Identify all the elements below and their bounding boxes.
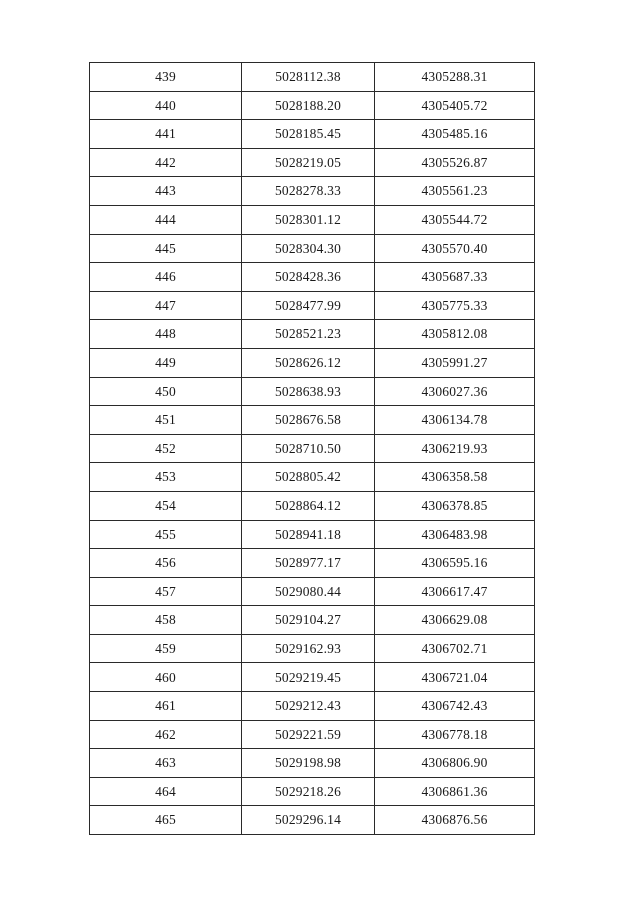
y-coordinate: 4306358.58 (375, 463, 535, 492)
y-coordinate: 4306742.43 (375, 692, 535, 721)
point-number: 452 (90, 434, 242, 463)
y-coordinate: 4305570.40 (375, 234, 535, 263)
table-row (90, 520, 535, 549)
table-row (90, 205, 535, 234)
table-row (90, 777, 535, 806)
point-number: 459 (90, 634, 242, 663)
y-coordinate: 4306378.85 (375, 491, 535, 520)
table-row (90, 91, 535, 120)
point-number: 461 (90, 692, 242, 721)
x-coordinate: 5028977.17 (242, 549, 375, 578)
table-row (90, 120, 535, 149)
x-coordinate: 5028676.58 (242, 406, 375, 435)
table-row (90, 320, 535, 349)
y-coordinate: 4305485.16 (375, 120, 535, 149)
x-coordinate: 5028638.93 (242, 377, 375, 406)
x-coordinate: 5028864.12 (242, 491, 375, 520)
table-row (90, 291, 535, 320)
x-coordinate: 5029104.27 (242, 606, 375, 635)
point-number: 448 (90, 320, 242, 349)
y-coordinate: 4306778.18 (375, 720, 535, 749)
table-row (90, 177, 535, 206)
point-number: 460 (90, 663, 242, 692)
table-row (90, 434, 535, 463)
point-number: 464 (90, 777, 242, 806)
x-coordinate: 5028278.33 (242, 177, 375, 206)
y-coordinate: 4305687.33 (375, 263, 535, 292)
x-coordinate: 5029219.45 (242, 663, 375, 692)
table-row (90, 577, 535, 606)
x-coordinate: 5028941.18 (242, 520, 375, 549)
x-coordinate: 5028521.23 (242, 320, 375, 349)
y-coordinate: 4306617.47 (375, 577, 535, 606)
x-coordinate: 5028477.99 (242, 291, 375, 320)
y-coordinate: 4306134.78 (375, 406, 535, 435)
y-coordinate: 4305561.23 (375, 177, 535, 206)
y-coordinate: 4306702.71 (375, 634, 535, 663)
y-coordinate: 4306483.98 (375, 520, 535, 549)
point-number: 442 (90, 148, 242, 177)
y-coordinate: 4305405.72 (375, 91, 535, 120)
table-row (90, 377, 535, 406)
table-row (90, 491, 535, 520)
y-coordinate: 4306629.08 (375, 606, 535, 635)
x-coordinate: 5029296.14 (242, 806, 375, 835)
y-coordinate: 4305288.31 (375, 63, 535, 92)
point-number: 462 (90, 720, 242, 749)
x-coordinate: 5029198.98 (242, 749, 375, 778)
point-number: 439 (90, 63, 242, 92)
y-coordinate: 4306027.36 (375, 377, 535, 406)
x-coordinate: 5028301.12 (242, 205, 375, 234)
point-number: 457 (90, 577, 242, 606)
table-row (90, 406, 535, 435)
coordinate-table (89, 62, 535, 835)
table-row (90, 463, 535, 492)
table-row (90, 606, 535, 635)
point-number: 446 (90, 263, 242, 292)
y-coordinate: 4306876.56 (375, 806, 535, 835)
x-coordinate: 5028188.20 (242, 91, 375, 120)
point-number: 449 (90, 348, 242, 377)
point-number: 458 (90, 606, 242, 635)
point-number: 455 (90, 520, 242, 549)
point-number: 441 (90, 120, 242, 149)
table-row (90, 692, 535, 721)
x-coordinate: 5029221.59 (242, 720, 375, 749)
x-coordinate: 5028805.42 (242, 463, 375, 492)
x-coordinate: 5029080.44 (242, 577, 375, 606)
table-row (90, 749, 535, 778)
y-coordinate: 4306219.93 (375, 434, 535, 463)
x-coordinate: 5029212.43 (242, 692, 375, 721)
x-coordinate: 5029218.26 (242, 777, 375, 806)
y-coordinate: 4305544.72 (375, 205, 535, 234)
point-number: 444 (90, 205, 242, 234)
y-coordinate: 4305812.08 (375, 320, 535, 349)
x-coordinate: 5028626.12 (242, 348, 375, 377)
point-number: 463 (90, 749, 242, 778)
x-coordinate: 5028710.50 (242, 434, 375, 463)
point-number: 450 (90, 377, 242, 406)
point-number: 447 (90, 291, 242, 320)
point-number: 443 (90, 177, 242, 206)
table-row (90, 234, 535, 263)
point-number: 453 (90, 463, 242, 492)
point-number: 440 (90, 91, 242, 120)
point-number: 465 (90, 806, 242, 835)
table-row (90, 806, 535, 835)
x-coordinate: 5028428.36 (242, 263, 375, 292)
y-coordinate: 4305526.87 (375, 148, 535, 177)
table-row (90, 348, 535, 377)
y-coordinate: 4305991.27 (375, 348, 535, 377)
table-row (90, 63, 535, 92)
x-coordinate: 5028304.30 (242, 234, 375, 263)
coordinate-table-body (90, 63, 535, 835)
point-number: 445 (90, 234, 242, 263)
x-coordinate: 5028185.45 (242, 120, 375, 149)
y-coordinate: 4306721.04 (375, 663, 535, 692)
y-coordinate: 4306806.90 (375, 749, 535, 778)
point-number: 451 (90, 406, 242, 435)
y-coordinate: 4305775.33 (375, 291, 535, 320)
table-row (90, 663, 535, 692)
x-coordinate: 5029162.93 (242, 634, 375, 663)
y-coordinate: 4306595.16 (375, 549, 535, 578)
table-row (90, 720, 535, 749)
point-number: 456 (90, 549, 242, 578)
table-row (90, 634, 535, 663)
table-row (90, 263, 535, 292)
x-coordinate: 5028112.38 (242, 63, 375, 92)
x-coordinate: 5028219.05 (242, 148, 375, 177)
point-number: 454 (90, 491, 242, 520)
y-coordinate: 4306861.36 (375, 777, 535, 806)
table-row (90, 148, 535, 177)
table-row (90, 549, 535, 578)
